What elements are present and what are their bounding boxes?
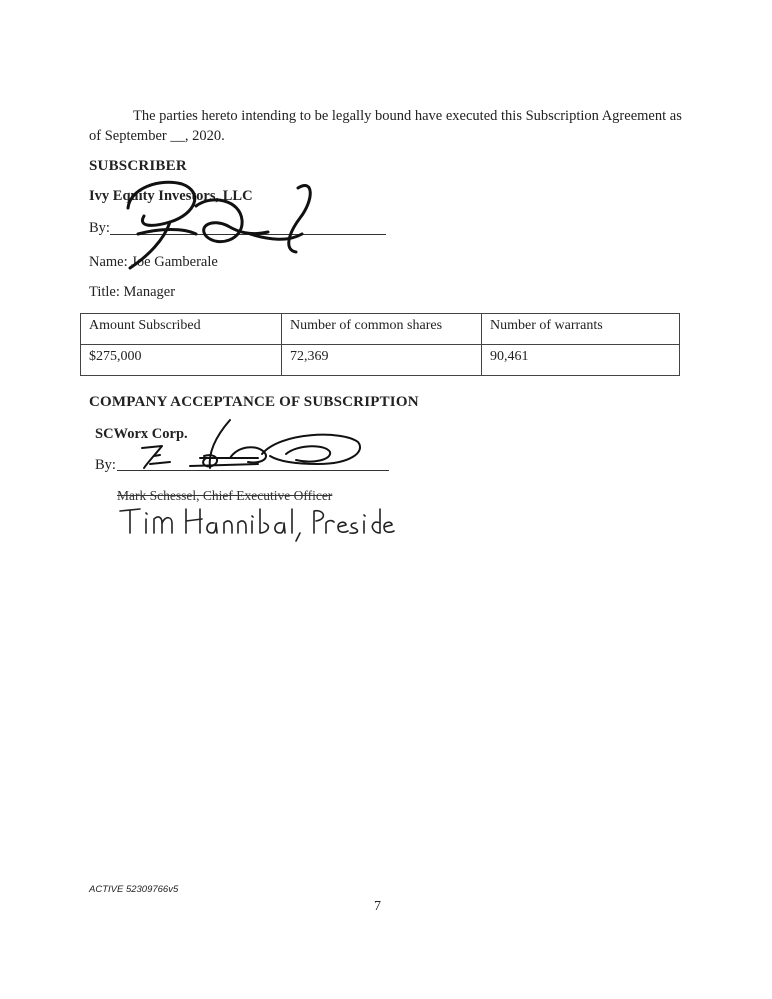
cell-warrants: 90,461 xyxy=(482,345,680,376)
subscriber-title-value: Manager xyxy=(123,284,176,300)
company-entity: SCWorx Corp. xyxy=(95,426,188,442)
header-warrants: Number of warrants xyxy=(482,314,680,345)
cell-common-shares: 72,369 xyxy=(282,345,482,376)
company-heading: COMPANY ACCEPTANCE OF SUBSCRIPTION xyxy=(89,394,419,410)
subscriber-title-label: Title: xyxy=(89,284,120,300)
company-by-label: By: xyxy=(95,457,116,473)
subscription-table xyxy=(80,313,680,376)
header-common-shares: Number of common shares xyxy=(282,314,482,345)
handwritten-signatory-name xyxy=(118,503,398,543)
subscriber-handwritten-signature xyxy=(100,170,330,280)
intro-paragraph xyxy=(89,106,689,146)
cell-amount-subscribed: $275,000 xyxy=(81,345,282,376)
document-id: ACTIVE 52309766v5 xyxy=(89,884,179,895)
table-row xyxy=(81,345,680,376)
company-handwritten-signature xyxy=(130,412,370,482)
page-number: 7 xyxy=(374,899,381,914)
subscriber-entity: Ivy Equity Investors, LLC xyxy=(89,188,253,204)
intro-line-2: of September __, 2020. xyxy=(89,128,225,144)
header-amount-subscribed: Amount Subscribed xyxy=(81,314,282,345)
table-header-row xyxy=(81,314,680,345)
subscriber-by-label: By: xyxy=(89,220,110,236)
subscriber-title-row xyxy=(89,284,175,301)
subscriber-name-value: Joe Gamberale xyxy=(131,254,218,270)
intro-line-1: The parties hereto intending to be legally bound have executed this Subscription Agreement as xyxy=(133,108,682,124)
subscriber-heading: SUBSCRIBER xyxy=(89,158,187,174)
subscriber-name-label: Name: xyxy=(89,254,128,270)
struck-signatory-name: Mark Schessel, Chief Executive Officer xyxy=(117,488,333,503)
